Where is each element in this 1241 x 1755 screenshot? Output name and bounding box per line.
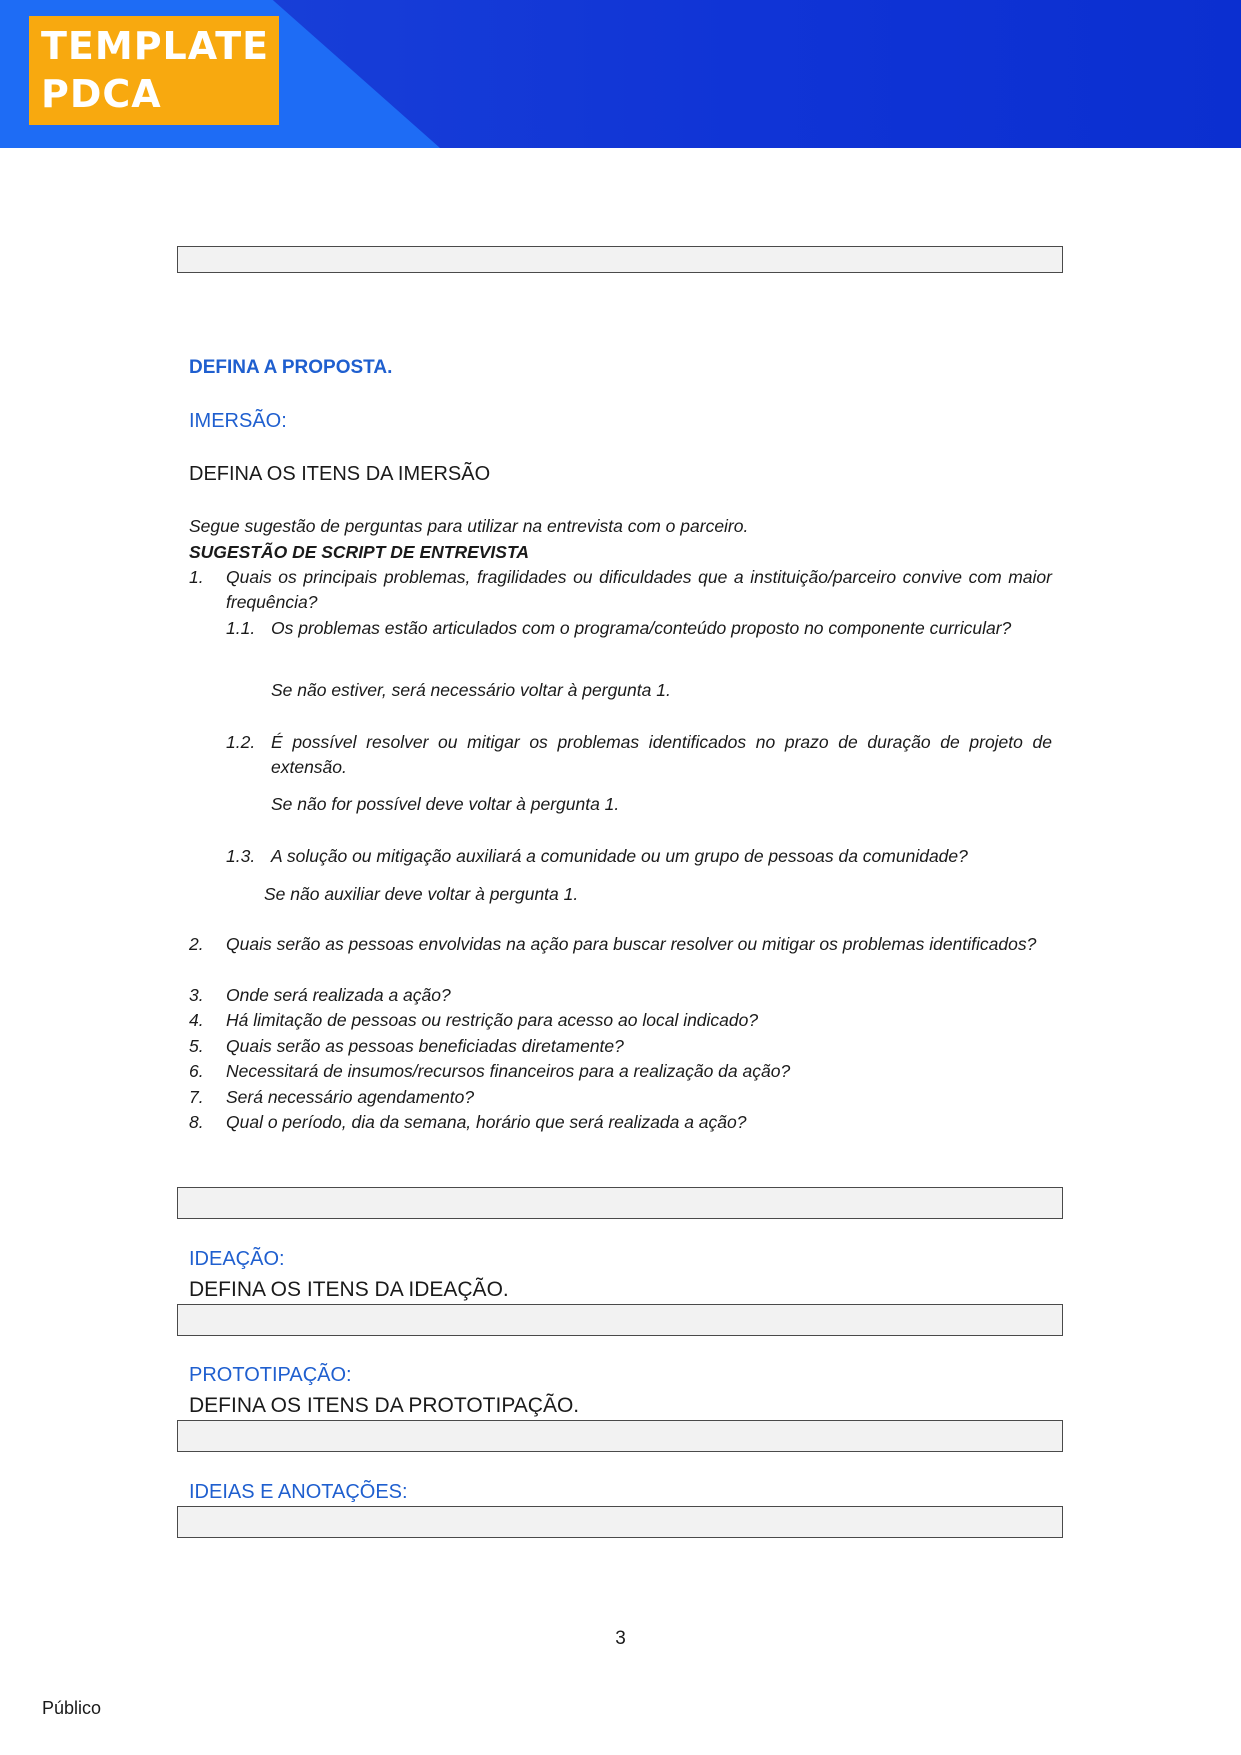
question-text: Quais serão as pessoas envolvidas na ação para buscar resolver ou mitigar os problemas identificados? [226, 934, 1037, 954]
question-text: Onde será realizada a ação? [226, 985, 451, 1005]
question-text: Quais os principais problemas, fragilidades ou dificuldades que a instituição/parceiro convive com maior frequência? [226, 567, 1052, 612]
subquestion-text: Os problemas estão articulados com o programa/conteúdo proposto no componente curricular? [271, 618, 1012, 638]
subquestion-note: Se não auxiliar deve voltar à pergunta 1. [264, 884, 579, 904]
question-number: 2. [189, 934, 204, 954]
question-text: Será necessário agendamento? [226, 1087, 475, 1107]
prototipacao-label: PROTOTIPAÇÃO: [189, 1364, 352, 1386]
subquestion-text: A solução ou mitigação auxiliará a comunidade ou um grupo de pessoas da comunidade? [271, 846, 968, 866]
question-text: Quais serão as pessoas beneficiadas diretamente? [226, 1036, 624, 1056]
logo-line-2: PDCA [41, 72, 162, 116]
ideacao-label: IDEAÇÃO: [189, 1248, 285, 1270]
question-text: Necessitará de insumos/recursos financeiros para a realização da ação? [226, 1061, 791, 1081]
imersao-instruction: DEFINA OS ITENS DA IMERSÃO [189, 463, 491, 485]
subquestion-note: Se não estiver, será necessário voltar à pergunta 1. [271, 680, 671, 700]
script-title: SUGESTÃO DE SCRIPT DE ENTREVISTA [189, 542, 529, 562]
question-number: 4. [189, 1010, 204, 1030]
subquestion-number: 1.2. [226, 732, 256, 752]
intro-text: Segue sugestão de perguntas para utilizar na entrevista com o parceiro. [189, 516, 749, 536]
question-number: 7. [189, 1087, 204, 1107]
question-text: Há limitação de pessoas ou restrição para acesso ao local indicado? [226, 1010, 759, 1030]
question-number: 6. [189, 1061, 204, 1081]
question-number: 5. [189, 1036, 204, 1056]
imersao-label: IMERSÃO: [189, 410, 287, 432]
proposta-title: DEFINA A PROPOSTA. [189, 357, 393, 378]
question-number: 8. [189, 1112, 204, 1132]
subquestion-text: É possível resolver ou mitigar os problemas identificados no prazo de duração de projeto de extensão. [271, 732, 1052, 777]
subquestion-number: 1.1. [226, 618, 256, 638]
proposta-field[interactable] [177, 246, 1063, 273]
question-number: 1. [189, 567, 204, 587]
ideacao-field[interactable] [177, 1304, 1063, 1336]
anotacoes-field[interactable] [177, 1506, 1063, 1538]
prototipacao-instruction: DEFINA OS ITENS DA PROTOTIPAÇÃO. [189, 1394, 580, 1417]
classification-label: Público [42, 1698, 102, 1718]
ideacao-instruction: DEFINA OS ITENS DA IDEAÇÃO. [189, 1278, 509, 1301]
subquestion-note: Se não for possível deve voltar à pergunta 1. [271, 794, 620, 814]
page-number: 3 [615, 1628, 626, 1649]
logo [29, 16, 279, 125]
imersao-field[interactable] [177, 1187, 1063, 1219]
header-band [0, 0, 1241, 148]
question-number: 3. [189, 985, 204, 1005]
prototipacao-field[interactable] [177, 1420, 1063, 1452]
logo-line-1: TEMPLATE [41, 24, 270, 68]
subquestion-number: 1.3. [226, 846, 256, 866]
anotacoes-label: IDEIAS E ANOTAÇÕES: [189, 1481, 408, 1503]
question-text: Qual o período, dia da semana, horário que será realizada a ação? [226, 1112, 747, 1132]
